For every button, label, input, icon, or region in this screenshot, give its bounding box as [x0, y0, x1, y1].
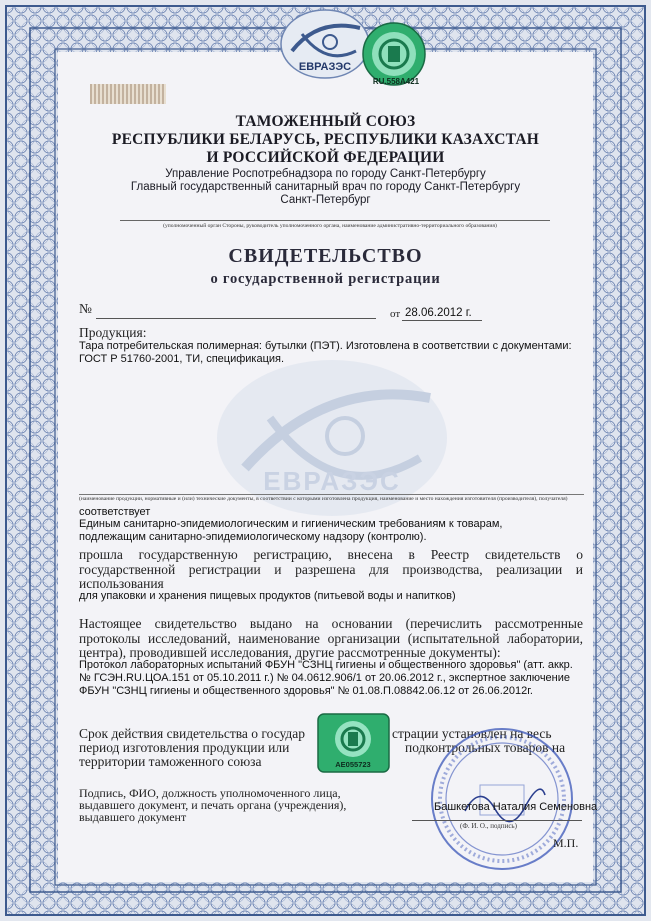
validity-line-2a: период изготовления продукции или [79, 740, 290, 755]
date-prefix: от [390, 308, 401, 320]
basis-text: Настоящее свидетельство выдано на основании (перечислить рассмотренные протоколы исследований, наименование организации (испытательной лаборатории, центра), проводившей исследования, другие рассмотренные документы): [79, 616, 583, 660]
svg-text:АЕ055723: АЕ055723 [335, 760, 371, 769]
document-title: СВИДЕТЕЛЬСТВО [228, 245, 423, 267]
official-stamp [425, 725, 580, 873]
product-caption: (наименование продукции, нормативные и (или) технические документы, в соответствии с которыми изготовлена продукция, наименование и место нахождения изготовителя (производителя), получателя) [79, 496, 568, 502]
hologram-seal-top [360, 20, 432, 88]
validity-line-3: территории таможенного союза [79, 754, 262, 769]
authority-line-2: Главный государственный санитарный врач по городу Санкт-Петербургу [130, 181, 521, 193]
authority-caption: (уполномоченный орган Стороны, руководитель уполномоченного органа, наименование административно-территориального образования) [163, 223, 497, 229]
date-rule [402, 320, 482, 321]
hologram-seal-bottom [316, 712, 391, 774]
header-line-1: ТАМОЖЕННЫЙ СОЮЗ [235, 113, 416, 130]
authority-rule [120, 220, 550, 221]
validity-line-2b: подконтрольных товаров на [405, 740, 566, 755]
issue-date: 28.06.2012 г. [405, 307, 472, 319]
signer-name: Башкетова Наталия Семеновна [434, 801, 598, 813]
validity-line-1b: страции установлен на весь [392, 726, 552, 741]
stamp-place-label: М.П. [553, 836, 579, 850]
document-subtitle: о государственной регистрации [210, 271, 441, 287]
logo-text: ЕВРАЗЭС [298, 61, 352, 73]
product-description: Тара потребительская полимерная: бутылки (ПЭТ). Изготовлена в соответствии с документами: ГОСТ Р 51760-2001, ТИ, спецификация. [79, 340, 572, 365]
signature-caption: (Ф. И. О., подпись) [460, 822, 517, 830]
signature-label-2: выдавшего документ, и печать органа (учреждения), [79, 798, 347, 812]
registration-text: прошла государственную регистрацию, внесена в Реестр свидетельств о государственной регистрации и разрешена для производства, реализации и использования [79, 547, 583, 591]
validity-line-1a: Срок действия свидетельства о государ [79, 726, 306, 741]
header-line-2: РЕСПУБЛИКИ БЕЛАРУСЬ, РЕСПУБЛИКИ КАЗАХСТАН [111, 131, 540, 148]
authority-line-1: Управление Роспотребнадзора по городу Санкт-Петербургу [165, 168, 486, 180]
number-rule [96, 318, 376, 319]
authority-line-3: Санкт-Петербург [280, 194, 371, 206]
conformity-label: соответствует [79, 506, 151, 518]
hologram-code: RU.558А421 [372, 77, 420, 86]
conformity-text: Единым санитарно-эпидемиологическим и гигиеническим требованиям к товарам, подлежащим санитарно-эпидемиологическому надзору (контролю). [79, 518, 503, 543]
signature-label-1: Подпись, ФИО, должность уполномоченного лица, [79, 786, 341, 800]
signature-label-3: выдавшего документ [79, 810, 187, 824]
evrazes-logo [278, 6, 373, 81]
product-label: Продукция: [79, 325, 147, 340]
security-microtext-strip [90, 84, 166, 104]
signature-rule [412, 820, 582, 821]
product-rule [79, 494, 584, 495]
basis-details: Протокол лабораторных испытаний ФБУН "СЗНЦ гигиены и общественного здоровья" (атт. аккр. № ГСЭН.RU.ЦОА.151 от 05.10.2011 г.) № 04.0612.906/1 от 20.06.2012 г., экспертное заключение ФБУН "СЗНЦ гигиены и общественного здоровья" № 01.08.П.08842.06.12 от 26.06.2012г. [79, 659, 573, 697]
number-label: № [79, 301, 92, 316]
svg-text:ЕВРАЗЭС: ЕВРАЗЭС [263, 466, 401, 496]
header-line-3: И РОССИЙСКОЙ ФЕДЕРАЦИИ [206, 149, 445, 166]
registration-usage: для упаковки и хранения пищевых продуктов (питьевой воды и напитков) [79, 590, 456, 602]
